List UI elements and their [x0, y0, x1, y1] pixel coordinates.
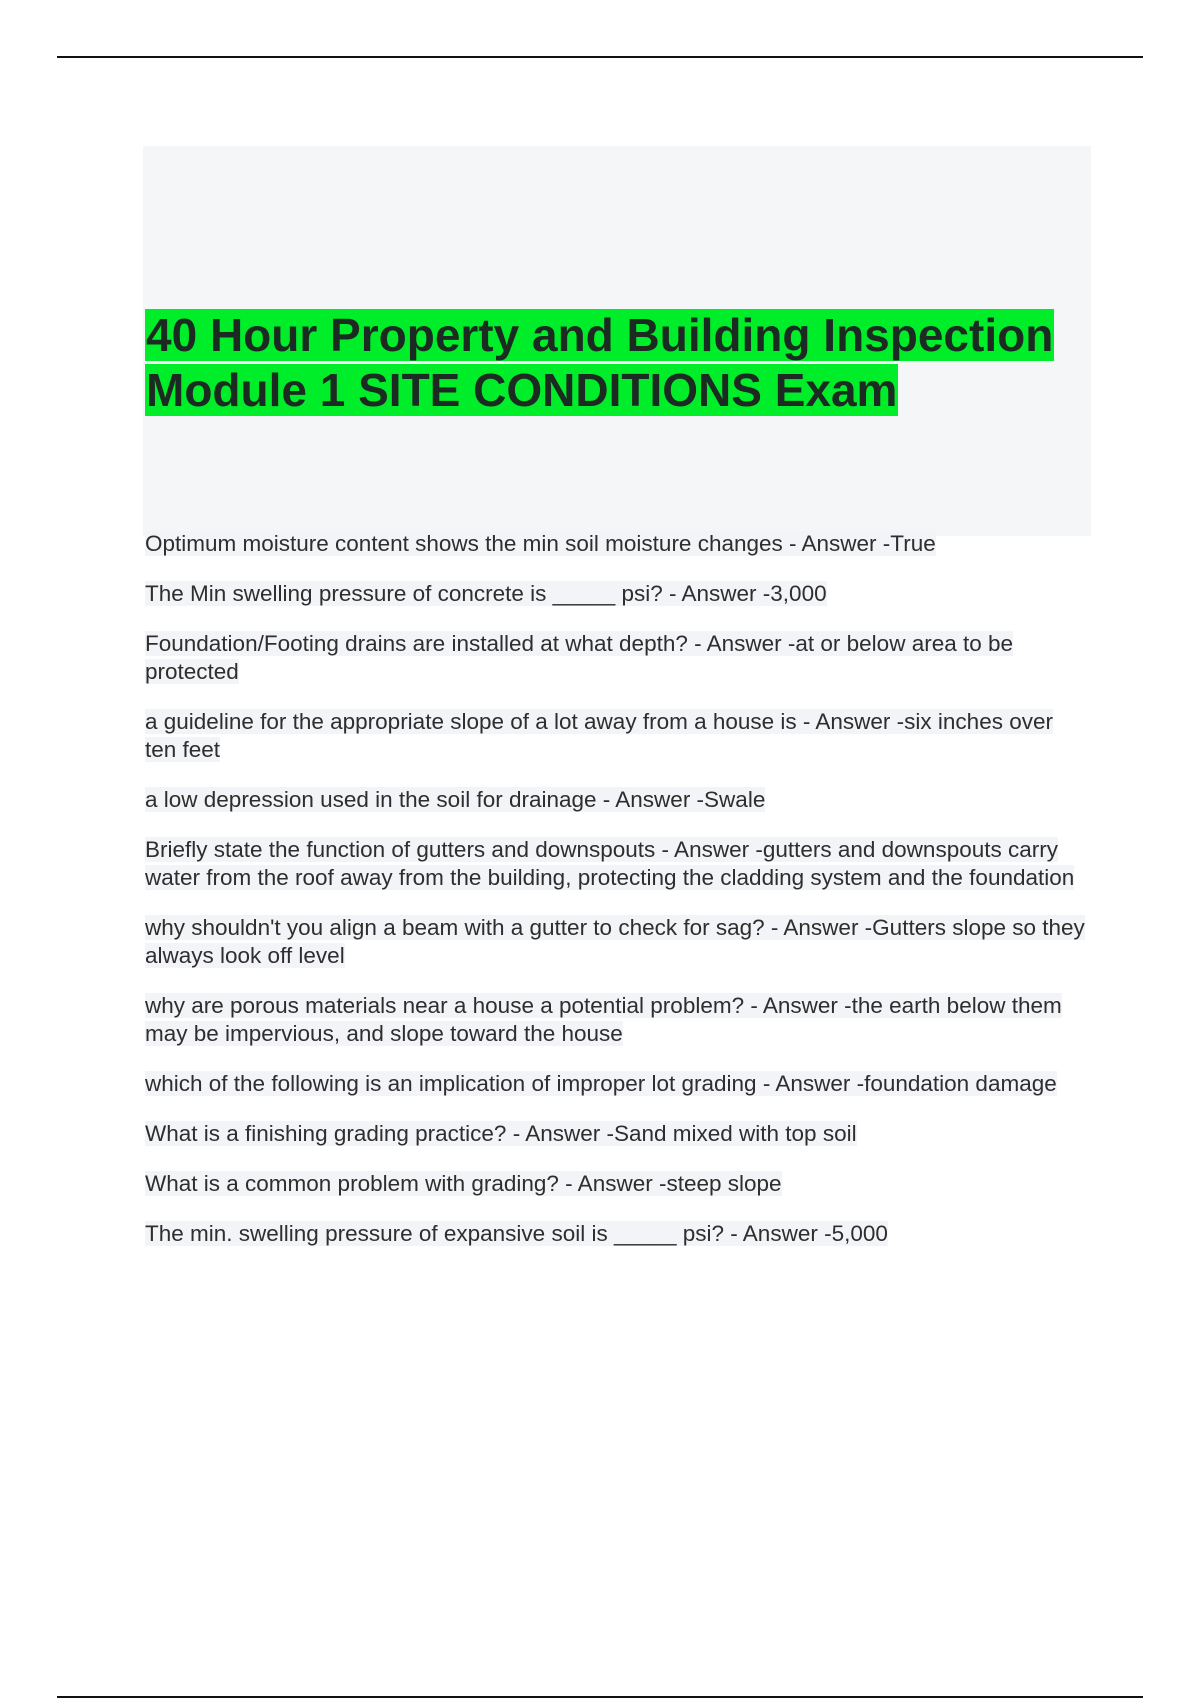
qa-item-text: which of the following is an implication of improper lot grading - Answer -foundation damage	[145, 1071, 1057, 1096]
qa-item	[145, 580, 1090, 608]
qa-item	[145, 1070, 1090, 1098]
qa-item-text: The min. swelling pressure of expansive soil is _____ psi? - Answer -5,000	[145, 1221, 888, 1246]
document-title-text: 40 Hour Property and Building Inspection Module 1 SITE CONDITIONS Exam	[146, 309, 1054, 416]
qa-item	[145, 992, 1090, 1048]
qa-item-text: a low depression used in the soil for drainage - Answer -Swale	[145, 787, 766, 812]
qa-item	[145, 530, 1090, 558]
qa-item	[145, 630, 1090, 686]
qa-item	[145, 1120, 1090, 1148]
qa-item-text: why shouldn't you align a beam with a gutter to check for sag? - Answer -Gutters slope so they always look off level	[145, 915, 1085, 968]
qa-item-text: Optimum moisture content shows the min soil moisture changes - Answer -True	[145, 531, 936, 556]
document-title	[145, 308, 1085, 418]
qa-item	[145, 1170, 1090, 1198]
qa-item-text: The Min swelling pressure of concrete is _____ psi? - Answer -3,000	[145, 581, 827, 606]
qa-item-text: why are porous materials near a house a potential problem? - Answer -the earth below them may be impervious, and slope toward the house	[145, 993, 1062, 1046]
bottom-rule	[57, 1696, 1143, 1698]
qa-item-text: What is a common problem with grading? - Answer -steep slope	[145, 1171, 782, 1196]
qa-item	[145, 1220, 1090, 1248]
qa-item	[145, 836, 1090, 892]
qa-item	[145, 914, 1090, 970]
qa-item-text: a guideline for the appropriate slope of a lot away from a house is - Answer -six inches over ten feet	[145, 709, 1053, 762]
top-rule	[57, 56, 1143, 58]
qa-item-text: Foundation/Footing drains are installed at what depth? - Answer -at or below area to be protected	[145, 631, 1014, 684]
qa-item-text: Briefly state the function of gutters and downspouts - Answer -gutters and downspouts carry water from the roof away from the building, protecting the cladding system and the foundation	[145, 837, 1075, 890]
qa-item	[145, 786, 1090, 814]
qa-item-text: What is a finishing grading practice? - Answer -Sand mixed with top soil	[145, 1121, 857, 1146]
qa-list	[145, 530, 1090, 1270]
qa-item	[145, 708, 1090, 764]
